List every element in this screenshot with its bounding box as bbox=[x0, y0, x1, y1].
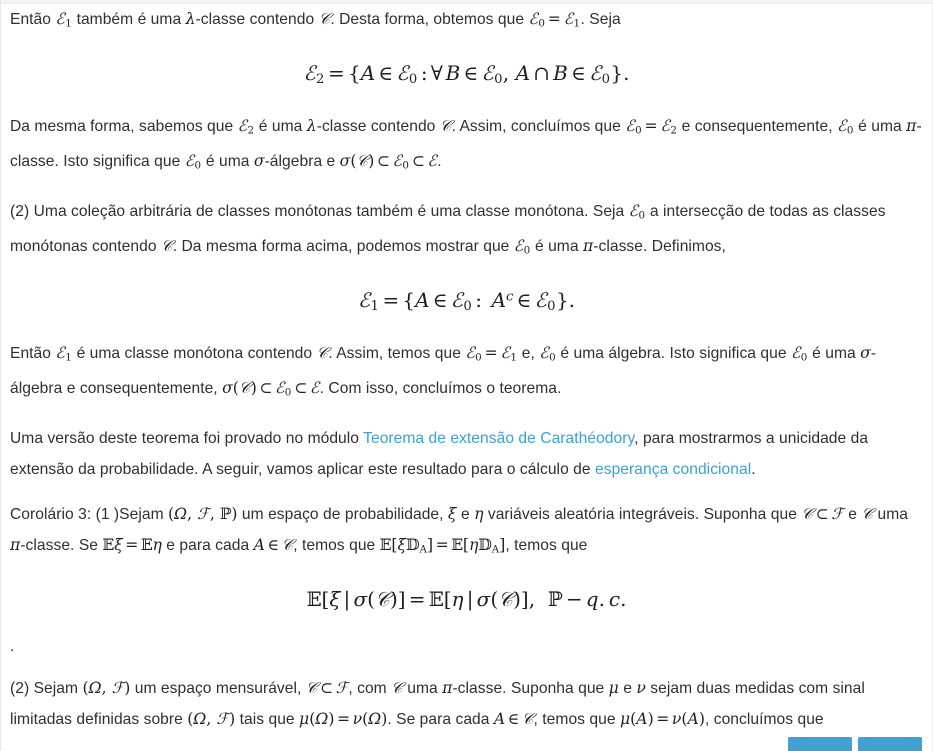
p6-text-1: Corolário 3: (1 )Sejam bbox=[10, 505, 169, 523]
p4-math-3: ℰ$_0$ = ℰ$_1$ bbox=[465, 344, 518, 364]
p2-text-4: . Assim, concluímos que bbox=[451, 118, 626, 136]
p1-text-2: também é uma bbox=[72, 11, 186, 28]
p6-math-9: 𝔼[ξ𝔻$_A$] = 𝔼[η𝔻$_A$] bbox=[379, 535, 506, 555]
p2-text-9: -álgebra e bbox=[264, 153, 340, 171]
p6-text-10: , temos que bbox=[505, 536, 588, 554]
p4-math-2: 𝒞 bbox=[316, 344, 329, 363]
paragraph-3 bbox=[10, 196, 923, 267]
display-equation-3: 𝔼[ξ | σ(𝒞)] = 𝔼[η | σ(𝒞)], ℙ − q. c. bbox=[306, 586, 627, 611]
p3-math-1: ℰ$_0$ bbox=[628, 201, 646, 221]
p3-text-5: -classe. Definimos, bbox=[593, 237, 726, 255]
p6-math-2: ξ bbox=[447, 504, 457, 523]
p4-text-1: Então bbox=[10, 345, 56, 363]
p8-text-11: , concluímos que bbox=[704, 710, 824, 728]
p1-math-2: λ bbox=[185, 10, 196, 28]
p8-math-10: μ(A) = ν(A) bbox=[619, 709, 705, 728]
p4-text-5: é uma álgebra. Isto significa que bbox=[556, 345, 791, 363]
paragraph-8 bbox=[10, 673, 923, 735]
p2-text-7: -classe. Isto significa que bbox=[10, 118, 922, 171]
display-equation-2: ℰ$_1$ = {A ∈ ℰ$_0$ : $A^c$ ∈ ℰ$_0$}. bbox=[357, 288, 576, 315]
p8-text-9: . Se para cada bbox=[387, 710, 494, 728]
display-equation-1: ℰ$_2$ = {A ∈ ℰ$_0$ : ∀ B ∈ ℰ$_0$, A ∩ B ∈ ℰ$_0$}. bbox=[303, 61, 630, 88]
p2-math-5: ℰ$_0$ bbox=[836, 117, 854, 137]
p2-text-5: e consequentemente, bbox=[677, 118, 837, 136]
paragraph-4 bbox=[10, 338, 923, 409]
p4-text-3: . Assim, temos que bbox=[328, 345, 466, 363]
paragraph-5 bbox=[10, 423, 923, 485]
p4-math-5: ℰ$_0$ bbox=[790, 344, 808, 364]
p8-math-8: μ(Ω) = ν(Ω) bbox=[299, 709, 388, 728]
p6-math-7: 𝔼ξ = 𝔼η bbox=[102, 535, 162, 554]
p8-math-7: (Ω, ℱ) bbox=[187, 709, 236, 728]
p3-text-3: . Da mesma forma acima, podemos mostrar que bbox=[172, 237, 514, 255]
p2-math-1: ℰ$_2$ bbox=[237, 117, 255, 137]
p6-text-6: uma bbox=[873, 505, 909, 523]
p6-text-5: e bbox=[843, 505, 862, 523]
p2-math-7: ℰ$_0$ bbox=[184, 152, 202, 172]
p4-math-7: σ(𝒞) ⊂ ℰ$_0$ ⊂ ℰ bbox=[222, 379, 320, 399]
p6-math-5: 𝒞 bbox=[861, 504, 874, 523]
p1-math-3: 𝒞 bbox=[318, 10, 331, 28]
p8-math-2: 𝒞 ⊂ ℱ bbox=[305, 678, 349, 697]
p1-math-4: ℰ$_0$ = ℰ$_1$ bbox=[528, 10, 581, 30]
p1-text-5: . Seja bbox=[580, 11, 621, 28]
p4-text-4: e, bbox=[517, 345, 540, 363]
paragraph-1 bbox=[10, 4, 923, 39]
floating-action-bar bbox=[788, 737, 922, 751]
p6-text-3: e bbox=[456, 505, 475, 523]
p3-text-2: a intersecção de todas as classes monótonas contendo bbox=[10, 202, 886, 255]
primary-action-button[interactable] bbox=[788, 737, 852, 751]
p6-math-4: 𝒞 ⊂ ℱ bbox=[801, 504, 844, 523]
p8-math-1: (Ω, ℱ) bbox=[82, 678, 131, 697]
p3-text-1: (2) Uma coleção arbitrária de classes monótonas também é uma classe monótona. Seja bbox=[10, 202, 629, 220]
document-content bbox=[10, 4, 923, 751]
paragraph-2 bbox=[10, 111, 923, 182]
p8-text-2: um espaço mensurável, bbox=[130, 679, 306, 697]
p8-math-5: μ bbox=[608, 678, 619, 697]
p6-math-1: (Ω, ℱ, ℙ) bbox=[168, 504, 238, 523]
p8-text-4: uma bbox=[402, 679, 443, 697]
p1-lead: Então bbox=[10, 11, 56, 28]
p2-math-6: π bbox=[906, 117, 917, 136]
p8-text-6: e bbox=[618, 679, 637, 697]
p4-math-4: ℰ$_0$ bbox=[539, 344, 557, 364]
p8-math-4: π bbox=[442, 678, 453, 697]
p8-text-7: sejam duas medidas com sinal limitadas definidas sobre bbox=[10, 679, 865, 728]
p3-math-3: ℰ$_0$ bbox=[513, 236, 531, 257]
p4-text-2: é uma classe monótona contendo bbox=[72, 345, 317, 363]
p6-text-9: , temos que bbox=[293, 536, 380, 554]
p6-text-4: variáveis aleatória integráveis. Suponha que bbox=[483, 505, 802, 523]
p2-text-8: é uma bbox=[201, 153, 254, 171]
secondary-action-button[interactable] bbox=[858, 737, 922, 751]
link-esperanca-condicional[interactable]: esperança condicional bbox=[595, 460, 752, 478]
p5-text-2: , para mostrarmos a unicidade da extensão da probabilidade. A seguir, vamos aplicar este resultado para o cálculo de bbox=[10, 429, 869, 478]
p8-math-6: ν bbox=[636, 678, 646, 697]
p2-math-4: ℰ$_0$ = ℰ$_2$ bbox=[625, 117, 678, 137]
p8-math-3: 𝒞 bbox=[391, 678, 403, 697]
p8-text-1: (2) Sejam bbox=[10, 679, 83, 697]
p8-text-8: tais que bbox=[235, 710, 300, 728]
p1-text-3: -classe contendo bbox=[195, 11, 319, 28]
p8-text-3: , com bbox=[348, 679, 392, 697]
p6-math-8: A ∈ 𝒞 bbox=[253, 535, 294, 554]
link-teorema-caratheodory[interactable]: Teorema de extensão de Carathéodory bbox=[363, 429, 635, 447]
p6-text-8: e para cada bbox=[161, 536, 254, 554]
p1-math-1: ℰ$_1$ bbox=[55, 10, 73, 30]
p8-text-10: , temos que bbox=[533, 710, 620, 728]
p4-math-6: σ bbox=[860, 344, 871, 363]
p2-math-9: σ(𝒞) ⊂ ℰ$_0$ ⊂ ℰ bbox=[339, 152, 438, 172]
p6-math-6: π bbox=[10, 535, 21, 554]
paragraph-corollary-3 bbox=[10, 499, 923, 565]
p8-text-5: -classe. Suponha que bbox=[452, 679, 609, 697]
p2-math-2: λ bbox=[306, 117, 317, 136]
p6-text-2: um espaço de probabilidade, bbox=[237, 505, 448, 523]
p6-math-3: η bbox=[474, 504, 484, 523]
p2-text-3: -classe contendo bbox=[316, 118, 440, 136]
p4-text-6: é uma bbox=[807, 345, 861, 363]
p2-math-8: σ bbox=[253, 152, 265, 171]
p3-math-4: π bbox=[582, 236, 594, 255]
p6-text-7: -classe. Se bbox=[20, 536, 103, 554]
p4-math-1: ℰ$_1$ bbox=[55, 344, 73, 364]
p1-text-4: . Desta forma, obtemos que bbox=[330, 11, 529, 28]
p2-text-2: é uma bbox=[254, 118, 307, 136]
p2-text-1: Da mesma forma, sabemos que bbox=[10, 118, 238, 136]
p4-text-7: -álgebra e consequentemente, bbox=[10, 345, 877, 398]
p5-text-3: . bbox=[751, 460, 756, 478]
p5-text-1: Uma versão deste teorema foi provado no módulo bbox=[10, 429, 364, 447]
p2-text-10: . bbox=[437, 153, 442, 171]
p3-text-4: é uma bbox=[530, 237, 583, 255]
p2-math-3: 𝒞 bbox=[439, 117, 452, 136]
p3-math-2: 𝒞 bbox=[160, 236, 173, 255]
p8-math-9: A ∈ 𝒞 bbox=[493, 709, 534, 728]
p2-text-6: é uma bbox=[853, 118, 907, 136]
paragraph-period: . bbox=[10, 637, 15, 655]
p4-text-8: . Com isso, concluímos o teorema. bbox=[319, 380, 562, 398]
